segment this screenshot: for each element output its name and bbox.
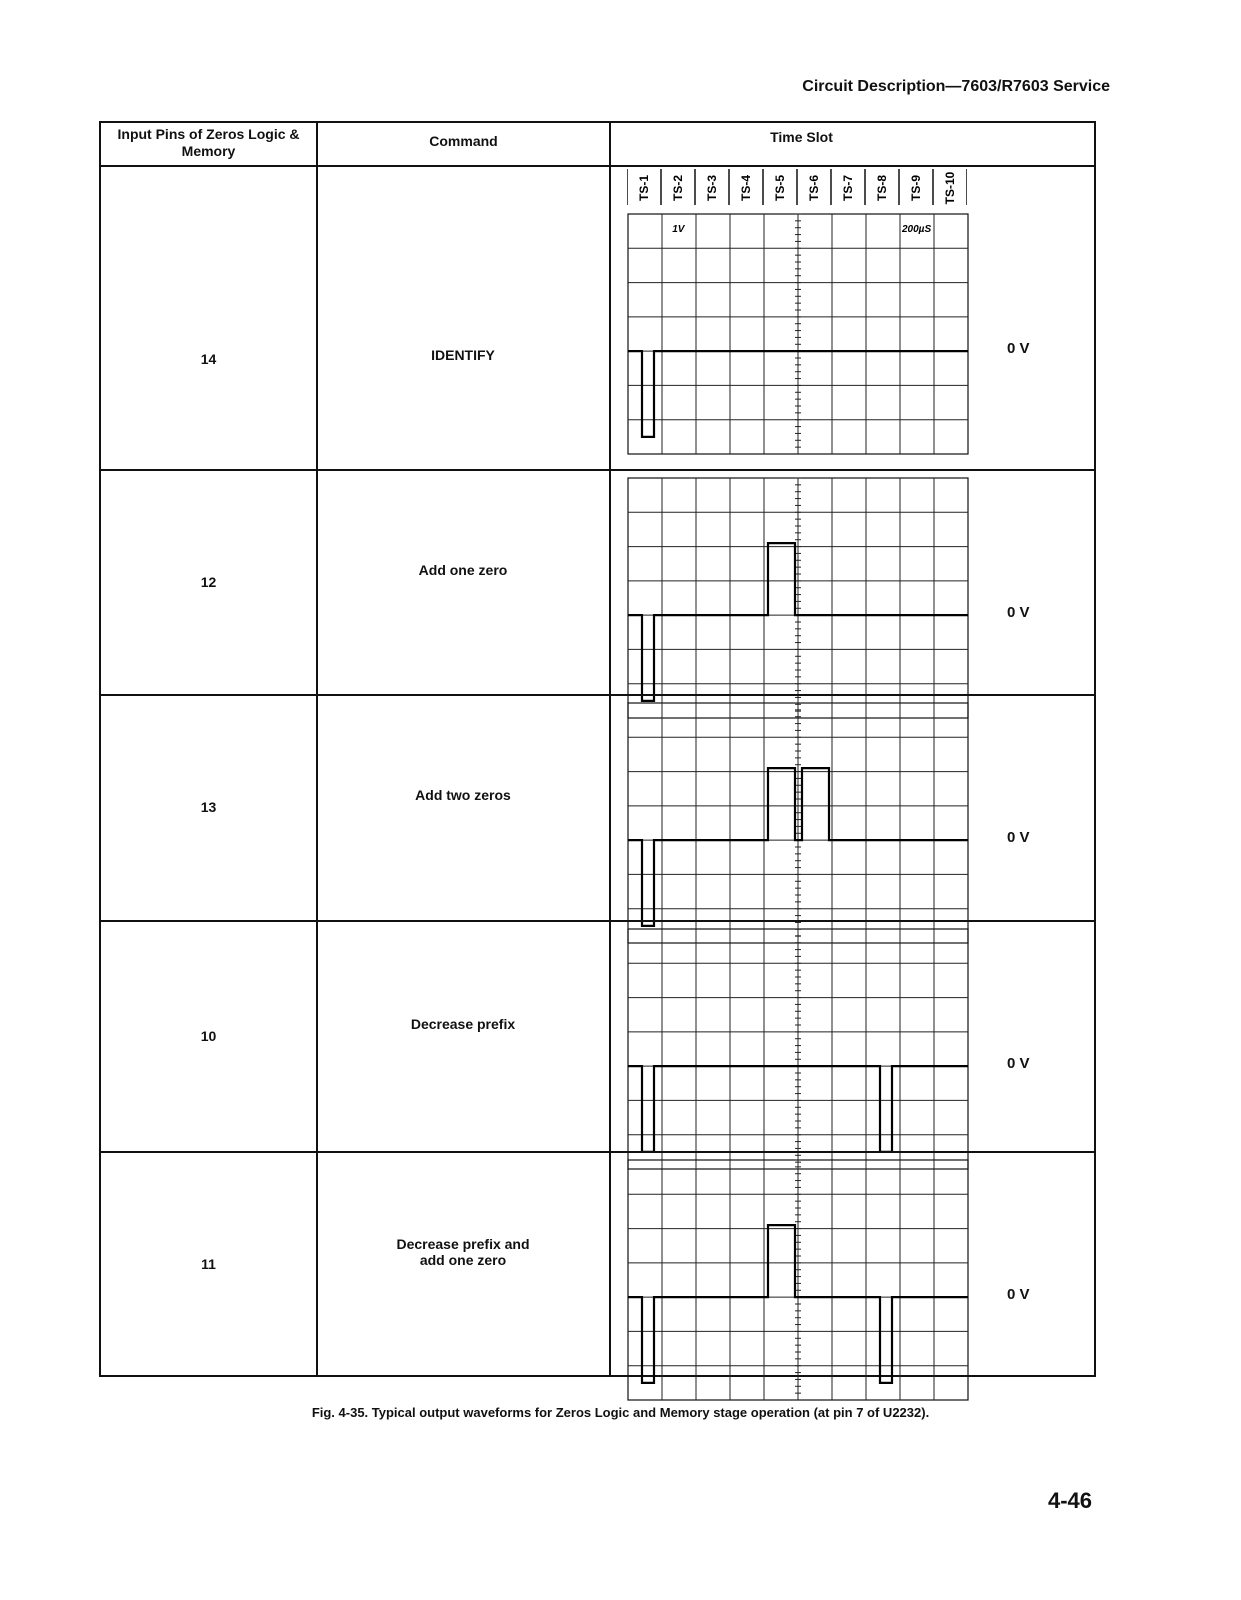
row-divider bbox=[101, 1151, 1094, 1153]
zero-volt-label: 0 V bbox=[1007, 1286, 1030, 1304]
page-number: 4-46 bbox=[1047, 1488, 1092, 1513]
time-slot-label: TS-2 bbox=[671, 174, 685, 202]
pin-number: 12 bbox=[200, 573, 217, 590]
time-slot-labels bbox=[627, 167, 967, 209]
page-header: Circuit Description—7603/R7603 Service bbox=[802, 78, 1110, 95]
time-per-div-label: 200µS bbox=[902, 224, 932, 235]
column-header-pins: Input Pins of Zeros Logic & Memory bbox=[117, 126, 300, 159]
waveform-scope bbox=[627, 1159, 969, 1401]
time-slot-label: TS-4 bbox=[739, 174, 753, 202]
column-divider bbox=[316, 123, 318, 1375]
column-divider bbox=[609, 123, 611, 1375]
zero-volt-label: 0 V bbox=[1007, 340, 1030, 358]
command-label: Add one zero bbox=[418, 561, 508, 578]
column-header-command: Command bbox=[429, 133, 498, 149]
time-slot-label: TS-3 bbox=[705, 174, 719, 202]
waveform-scope bbox=[627, 928, 969, 1170]
pin-number: 11 bbox=[201, 1256, 216, 1272]
time-slot-label: TS-9 bbox=[909, 174, 923, 202]
zero-volt-label: 0 V bbox=[1007, 604, 1030, 622]
pin-number: 10 bbox=[200, 1027, 217, 1044]
row-divider bbox=[101, 694, 1094, 696]
zero-volt-label: 0 V bbox=[1007, 829, 1030, 847]
column-header-time-slot: Time Slot bbox=[770, 129, 833, 145]
row-divider bbox=[101, 920, 1094, 922]
command-label: Decrease prefix and add one zero bbox=[396, 1236, 530, 1268]
pin-number: 13 bbox=[200, 799, 217, 815]
time-slot-label: TS-7 bbox=[841, 174, 855, 202]
figure-caption: Fig. 4-35. Typical output waveforms for Zeros Logic and Memory stage operation (at pin 7 of U2232). bbox=[311, 1405, 930, 1420]
command-label: Decrease prefix bbox=[410, 1015, 516, 1032]
time-slot-label: TS-5 bbox=[773, 174, 787, 202]
waveform-scope bbox=[627, 477, 969, 719]
volts-per-div-label: 1V bbox=[672, 224, 685, 235]
row-divider bbox=[101, 469, 1094, 471]
waveform-table bbox=[99, 121, 1096, 1377]
time-slot-label: TS-1 bbox=[637, 174, 651, 202]
command-label: Add two zeros bbox=[415, 787, 511, 803]
zero-volt-label: 0 V bbox=[1007, 1055, 1030, 1073]
command-label: IDENTIFY bbox=[431, 347, 495, 363]
time-slot-label: TS-8 bbox=[875, 174, 889, 202]
time-slot-label: TS-10 bbox=[943, 171, 957, 205]
time-slot-label: TS-6 bbox=[807, 174, 821, 202]
waveform-scope bbox=[627, 213, 969, 455]
waveform-scope bbox=[627, 702, 969, 944]
pin-number: 14 bbox=[200, 351, 217, 367]
